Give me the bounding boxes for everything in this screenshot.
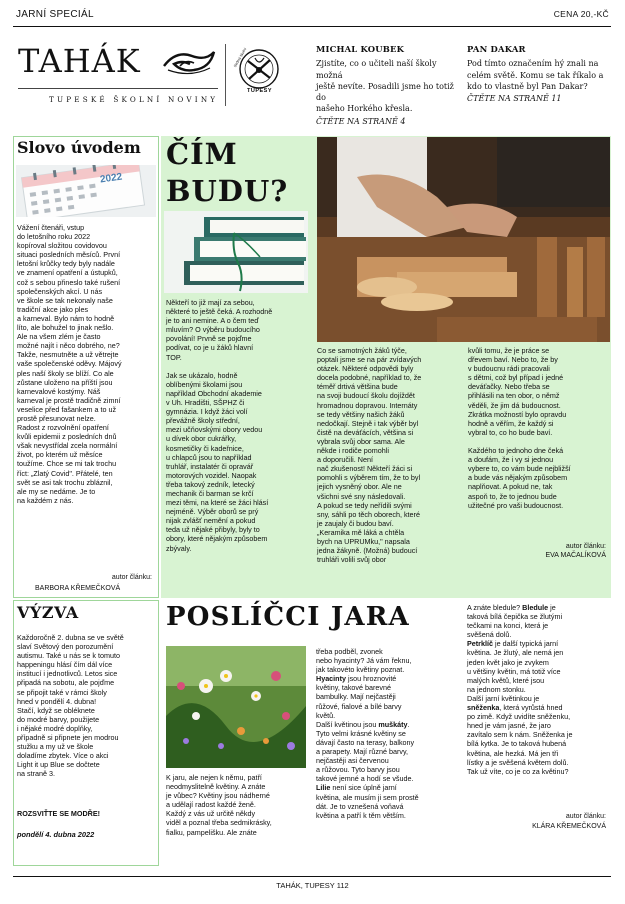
text-line: říct: „Zlatý Covid". Přátelé, ten	[17, 468, 113, 478]
text-line: karneval je prostě tradičně zimní	[17, 395, 121, 405]
text-line: tradiční akce jako ples	[17, 304, 89, 314]
text-line	[316, 765, 464, 774]
text-line: líto, ale bohužel to jinak nešlo.	[17, 323, 114, 333]
text-line	[316, 720, 464, 729]
text-line: na každém z nás.	[17, 495, 74, 505]
text-span: jak takovéto květiny poznat.	[316, 665, 405, 675]
text-span: dávají často na terasy, balkony	[316, 737, 415, 747]
text-line: kosmetičky či kadeřnice,	[166, 443, 244, 453]
text-line	[316, 711, 464, 720]
text-line	[467, 603, 612, 612]
text-line: na straně 3.	[17, 769, 55, 779]
text-span: lístky a je svěšená květem dolů.	[467, 757, 569, 767]
intro-text	[17, 223, 159, 505]
text-line	[467, 767, 612, 776]
bold-term: Bledule	[522, 603, 549, 612]
school-seal-icon	[233, 46, 281, 96]
text-line: je vůbec? Květiny jsou nádherné	[166, 791, 270, 801]
text-line: dřevem baví. Nebo to, že by	[468, 355, 558, 365]
cim-budu-col1	[166, 298, 312, 553]
text-span: takové jemné a hodí se všude.	[316, 774, 414, 784]
text-span: , která vyrůstá hned	[499, 703, 563, 713]
text-span: Další květinou jsou	[316, 719, 379, 729]
cim-budu-title-line: BUDU?	[166, 174, 289, 208]
text-line	[467, 703, 612, 712]
text-line: hromadnou dopravou. Internáty	[317, 400, 418, 410]
text-span: malých květů, které jsou	[467, 675, 545, 685]
text-line: motorových vozidel. Naopak	[166, 470, 257, 480]
text-line: čistě na deváťácích, většina si	[317, 427, 414, 437]
text-line: otázek. Některé odpovědi byly	[317, 364, 414, 374]
text-span: třeba podběl, zvonek	[316, 647, 383, 656]
text-line: TOP.	[166, 352, 182, 362]
swirl-logo-icon	[160, 46, 218, 78]
text-line: připadá na sobotu, ale pojďme	[17, 678, 115, 688]
bold-term: Lilie	[316, 783, 331, 793]
teaser-line: ještě nevíte. Posadili jsme ho totiž do	[316, 81, 454, 103]
flower-meadow-image	[166, 646, 306, 768]
text-line: v budoucnu rádi pracovali	[468, 364, 550, 374]
text-line	[316, 747, 464, 756]
text-line: K jaru, ale nejen k němu, patří	[166, 773, 262, 782]
text-line: i nějaké modré doplňky,	[17, 723, 93, 733]
text-line: viděl a poznal třeba sedmikrásky,	[166, 818, 272, 828]
text-line: nedočkají. Stejně i tak výběr byl	[317, 418, 419, 428]
text-line: do letošního roku 2022	[17, 232, 91, 242]
poslicci-col3	[467, 603, 612, 776]
bold-term: muškáty	[378, 719, 408, 729]
text-line: bych na UPRUMku," napsala	[317, 536, 410, 546]
text-line: společenských akcí. U nás	[17, 286, 103, 296]
text-line: Takže, nesmutněte a už větrejte	[17, 350, 119, 360]
text-span: jsou hroznovité	[345, 674, 397, 684]
vyzva-box	[13, 600, 159, 866]
text-span: květiny, takové barevné	[316, 683, 391, 693]
text-line	[316, 802, 464, 811]
vyzva-date: pondělí 4. dubna 2022	[17, 830, 95, 839]
text-line: zbývaly.	[166, 543, 192, 553]
text-line: pomohli s výběrem tím, že to byl	[317, 473, 421, 483]
text-line: slaví Světový den porozumění	[17, 642, 114, 652]
text-line: „Keramika mě láká a chtěla	[317, 527, 405, 537]
text-line	[467, 630, 612, 639]
text-line: na svoji budoucí školu dojíždět	[317, 391, 415, 401]
footer-text: TAHÁK, TUPESY 112	[276, 881, 349, 890]
text-line	[467, 730, 612, 739]
text-line: případně si připnete jen modrou	[17, 733, 119, 743]
text-line: užitečné pro vaši budoucnost.	[468, 500, 564, 510]
teaser-line: Zjistíte, co o učiteli naší školy možná	[316, 59, 437, 80]
text-line: Zkrátka možností bylo opravdu	[468, 409, 567, 419]
text-line	[467, 685, 612, 694]
text-line	[316, 702, 464, 711]
books-image	[164, 211, 308, 293]
teaser-heading: PAN DAKAR	[467, 44, 526, 54]
text-line: autismu. Také u nás se k tomuto	[17, 651, 120, 661]
text-line	[316, 674, 464, 683]
text-line: Každoročně 2. dubna se ve světě	[17, 633, 124, 642]
text-span: je	[548, 603, 556, 612]
text-line: je to ani nemine. A o čem teď	[166, 316, 259, 326]
text-line: do modré barvy, použijete	[17, 714, 100, 724]
top-bar	[13, 6, 611, 26]
text-line: Stačí, když se obléknete	[17, 705, 95, 715]
text-span: Tyto velmi krásné květiny se	[316, 728, 406, 738]
text-line: oblíbenými školami jsou	[166, 379, 243, 389]
text-span: a parapety. Mají různé barvy,	[316, 747, 409, 757]
bold-term: sněženka	[467, 703, 500, 713]
text-span: zavítalo sem k nám. Sněženka je	[467, 730, 573, 740]
intro-title: Slovo úvodem	[17, 138, 141, 157]
text-line	[467, 676, 612, 685]
text-line: život, po kterém už měsíce	[17, 450, 103, 460]
text-line	[316, 692, 464, 701]
text-span: bílá kytka. Je to taková hubená	[467, 739, 567, 749]
text-line	[467, 694, 612, 703]
text-line: možné najít i něco dobrého, ne?	[17, 341, 120, 351]
text-span: po zimě. Když uvidíte sněženku,	[467, 712, 571, 722]
text-line: a doufám, že i vy si jednou	[468, 455, 554, 465]
intro-box	[13, 136, 159, 598]
cim-budu-title-line: ČÍM	[166, 137, 238, 171]
text-span: tečkami na konci, která je	[467, 621, 549, 631]
text-line: vybral to, co ho bude baví.	[468, 427, 553, 437]
text-line: veselice před fašankem a to už	[17, 404, 117, 414]
text-span: růžové, fialové a bílé barvy	[316, 701, 402, 711]
text-line: je zaujaly či budou baví.	[317, 518, 394, 528]
text-line: Každý z vás už určitě někdy	[166, 809, 256, 819]
text-line: poptali jsme se na pár zvídavých	[317, 355, 422, 365]
text-line	[316, 647, 464, 656]
text-line: však nevystřídal zcela normální	[17, 441, 118, 451]
text-line	[467, 739, 612, 748]
text-span: Tak už víte, co je co za květinu?	[467, 766, 569, 776]
text-span: není sice úplně jarní	[330, 783, 397, 793]
text-span: na jednom stonku.	[467, 684, 526, 694]
text-line: ve znamení opatření a ústupků,	[17, 268, 118, 278]
text-line	[467, 621, 612, 630]
text-span: A znáte bledule?	[467, 603, 523, 612]
text-line: v Uh. Hradišti, SŠPHZ či	[166, 398, 245, 408]
text-line: Vážení čtenáři, vstup	[17, 223, 85, 232]
teaser-line: našeho Horkého křesla.	[316, 104, 413, 114]
text-line: neodmyslitelně květiny. A znáte	[166, 782, 266, 792]
text-line: se tedy většiny našich žáků	[317, 409, 405, 419]
text-line: třeba takový zedník, letecký	[166, 479, 255, 489]
intro-author-label: autor článku:	[111, 574, 152, 581]
calendar-image	[16, 165, 156, 217]
text-line	[467, 612, 612, 621]
footer-rule	[13, 876, 611, 877]
text-line: hned v pondělí 4. dubna!	[17, 696, 97, 706]
text-line	[467, 721, 612, 730]
text-span: nebo hyacinty? Já vám řeknu,	[316, 656, 412, 666]
price-label: CENA 20,-KČ	[553, 9, 609, 19]
text-line: například Obchodní akademie	[166, 388, 262, 398]
text-line: kvůli tomu, že je práce se	[468, 346, 550, 355]
text-span: .	[407, 719, 410, 729]
teaser-line: Pod tímto označením hý znali na	[467, 59, 599, 69]
text-line: deváťačky. Nebo třeba se	[468, 382, 550, 392]
text-line: A pokud se tedy neřídili svými	[317, 500, 412, 510]
text-line: Někteří to již mají za sebou,	[166, 298, 255, 307]
poslicci-author-label: autor článku:	[565, 813, 606, 820]
text-line: obory, které nějakým způsobem	[166, 534, 268, 544]
text-line: mluvím? O výběru budoucího	[166, 325, 260, 335]
text-line	[467, 758, 612, 767]
masthead-rule	[18, 88, 218, 89]
text-line	[467, 639, 612, 648]
text-line: Jak se ukázalo, hodně	[166, 370, 238, 380]
text-line: některé to ještě čeká. A rozhodně	[166, 307, 273, 317]
text-line	[467, 658, 612, 667]
poslicci-col2	[316, 647, 464, 820]
text-span: Další jarní květinkou je	[467, 693, 540, 703]
text-line: jedna žákyně. (Možná) budoucí	[317, 546, 418, 556]
text-line: teda už nějaké přibyly, byly to	[166, 525, 260, 535]
text-line	[316, 811, 464, 820]
seal-top-text: Sedmý školní	[233, 47, 248, 68]
text-span: květina, ale musím ji sem prostě	[316, 792, 419, 802]
cim-budu-col2	[317, 346, 465, 564]
text-line: svět se asi tak trochu zbláznil,	[17, 477, 113, 487]
text-line: toužíme. Chce se mi tak trochu	[17, 459, 117, 469]
text-line: prostě přesunovat nelze.	[17, 413, 96, 423]
teaser-line: kdo to vlastně byl Pan Dakar?	[467, 81, 588, 91]
text-line	[316, 783, 464, 792]
poslicci-author: KLÁRA KŘEMEČKOVÁ	[532, 823, 606, 830]
text-line: s dětmi, což byl případ i jedné	[468, 373, 564, 383]
text-span: taková bílá čepička se žlutými	[467, 612, 563, 622]
text-span: nejčastěji asi červenou	[316, 756, 389, 766]
text-line: kvůli epidemii z posledních dnů	[17, 432, 117, 442]
text-line	[316, 656, 464, 665]
edition-label: JARNÍ SPECIÁL	[16, 9, 94, 20]
text-line: gymnázia. I když žáci volí	[166, 407, 248, 417]
text-line: institucí i jednotlivců. Letos sice	[17, 669, 118, 679]
text-line: vybrala svůj obor sama. Ale	[317, 436, 405, 446]
vyzva-title: VÝZVA	[17, 603, 79, 622]
text-line: truhláři volili svůj obor	[317, 555, 387, 565]
text-span: hned je vám jasné, že jaro	[467, 721, 551, 731]
text-line	[316, 774, 464, 783]
text-line: stužku a my už ve škole	[17, 742, 94, 752]
text-span: květina a patří k těm větším.	[316, 810, 406, 820]
vyzva-cta: ROZSVIŤTE SE MODŘE!	[17, 809, 101, 818]
logo-title: TAHÁK	[18, 42, 141, 80]
cim-author-label: autor článku:	[565, 543, 606, 550]
intro-author: BARBORA KŘEMEČKOVÁ	[35, 585, 121, 592]
text-line: někde i rodiče pomohli	[317, 446, 389, 456]
text-span: svěšená dolů.	[467, 630, 512, 640]
text-line	[467, 648, 612, 657]
text-line: karnevalové kostýmy. Náš	[17, 386, 101, 396]
logo-subtitle: TUPESKÉ ŠKOLNÍ NOVINY	[49, 95, 219, 104]
teaser-koubek[interactable]	[316, 44, 456, 127]
text-line: docela podobné, například to, že	[317, 373, 422, 383]
text-line: mezi těmi, na které se žáci hlásí	[166, 498, 269, 508]
calendar-year: 2022	[99, 171, 123, 186]
text-line	[467, 712, 612, 721]
text-line: truhlář, instalatér či opravář	[166, 461, 254, 471]
cim-budu-title	[166, 136, 288, 210]
text-line: nač zkušenost! Někteří žáci si	[317, 464, 413, 474]
text-line: jejich vysněný obor. Ale ne	[317, 482, 402, 492]
text-line: situaci posledních měsíců. První	[17, 250, 121, 260]
text-line: a doporučili. Není	[317, 455, 373, 465]
text-line: Ale na všem zlém je často	[17, 332, 101, 342]
text-line: zůstane uloženo na příští jsou	[17, 377, 113, 387]
bold-term: Hyacinty	[316, 674, 346, 684]
text-line: téměř drtivá většina bude	[317, 382, 398, 392]
text-line: kopíroval složitou covidovou	[17, 241, 107, 251]
text-span: u většiny květin, má totiž více	[467, 666, 561, 676]
text-line: naplňovat. A pokud ne, tak	[468, 482, 553, 492]
text-line: vybere to, co vám bude nejbližší	[468, 464, 571, 474]
text-line: převážně školy střední,	[166, 416, 240, 426]
text-line	[166, 362, 312, 371]
text-line: u dívek obor cukrářky,	[166, 434, 237, 444]
text-line: a udělají radost každé ženě.	[166, 800, 256, 810]
text-line	[316, 665, 464, 674]
bold-term: Petrklíč	[467, 639, 493, 649]
teaser-heading: MICHAL KOUBEK	[316, 44, 405, 54]
text-span: a růžovou. Tyto barvy jsou	[316, 765, 400, 775]
woodworking-image	[317, 137, 610, 342]
text-span: květů.	[316, 710, 336, 720]
text-line	[316, 738, 464, 747]
text-line	[316, 683, 464, 692]
text-line: ples naší školy se blíží. Co ale	[17, 368, 114, 378]
text-line: ale my se nedáme. Je to	[17, 486, 96, 496]
cim-author: EVA MAČALÍKOVÁ	[545, 552, 606, 559]
vyzva-text	[17, 633, 159, 779]
text-span: jeden květ jako je zvykem	[467, 657, 549, 667]
cim-budu-col3	[468, 346, 608, 510]
text-span: je další typická jarní	[492, 639, 559, 649]
text-line	[467, 667, 612, 676]
teaser-line: celém světě. Komu se tak říkalo a	[467, 70, 604, 80]
text-line: což s sebou přineslo také rušení	[17, 277, 121, 287]
text-line: nejméně. Výběr oborů se prý	[166, 507, 259, 517]
text-line: ve škole se tak nekonaly naše	[17, 295, 113, 305]
text-line: a bude vás nějakým způsobem	[468, 473, 568, 483]
text-line: mechanik či barman se krčí	[166, 488, 254, 498]
text-span: květina. Je žlutý, ale nemá jen	[467, 648, 564, 658]
text-line: u chlapců jsou to například	[166, 452, 252, 462]
text-span: květina, ale hezká. Má jen tři	[467, 748, 559, 758]
seal-bottom-text: TUPESY	[247, 88, 273, 94]
top-rule	[13, 26, 611, 27]
text-line: se připojit také v rámci školy	[17, 687, 107, 697]
poslicci-col1	[166, 773, 312, 837]
teaser-link[interactable]: ČTĚTE NA STRANĚ 11	[467, 94, 562, 104]
text-line	[468, 437, 608, 446]
text-line: doladíme zbytek. Více o akci	[17, 751, 109, 761]
text-line: mezi učňovskými obory vedou	[166, 425, 263, 435]
text-line: happeningu hlásí čím dál více	[17, 660, 113, 670]
text-line: přihlásili na ten obor, o němž	[468, 391, 560, 401]
text-line	[316, 729, 464, 738]
text-line: podívat, co je u žáků hlavní	[166, 343, 254, 353]
text-line: vaše společenské oděvy. Májový	[17, 359, 122, 369]
teaser-link[interactable]: ČTĚTE NA STRANĚ 4	[316, 116, 406, 126]
text-line: Každého to jednoho dne čeká	[468, 446, 564, 456]
text-line: nijak zvlášť nemění a pokud	[166, 516, 256, 526]
text-line: a karneval. Bylo nám to hodně	[17, 313, 115, 323]
text-line: fialku, pampelišku. Ale znáte	[166, 827, 257, 837]
text-line: věděli, že jim dá budoucnost.	[468, 400, 561, 410]
text-line: sny, sáhli po těch oborech, které	[317, 509, 420, 519]
text-line: všichni své sny následovali.	[317, 491, 406, 501]
text-line	[316, 793, 464, 802]
text-line: Co se samotných žáků týče,	[317, 346, 407, 355]
text-span: dát. Je to vznešená voňavá	[316, 801, 404, 811]
poslicci-title: POSLÍČCI JARA	[166, 602, 410, 632]
text-line: Light it up Blue se dočtete	[17, 760, 100, 770]
text-line: hodně a věřím, že každý si	[468, 418, 554, 428]
teaser-dakar[interactable]	[467, 44, 607, 104]
text-span: bambulky. Mají nejčastěji	[316, 692, 396, 702]
masthead-divider	[225, 44, 226, 106]
text-line: Radost z rozvolnění opatření	[17, 423, 109, 433]
text-line: povolání! Prvně se pojďme	[166, 334, 252, 344]
text-line	[467, 749, 612, 758]
text-line: aspoň to, že to jednou bude	[468, 491, 557, 501]
text-line	[316, 756, 464, 765]
text-line: letošní krůčky tedy byly nadále	[17, 259, 115, 269]
